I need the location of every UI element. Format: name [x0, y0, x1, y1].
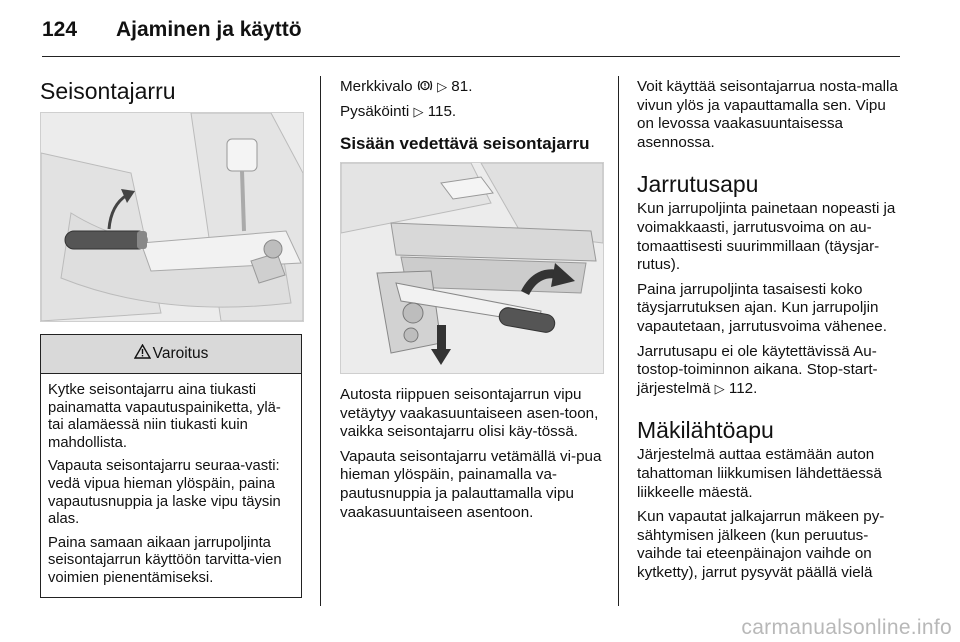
paragraph: Kun vapautat jalkajarrun mäkeen py-sähtymisen jälkeen (kun peruutus-vaihde tai eteenpäinajon vaihde on kytketty), jarrut pysyvät päällä vielä — [637, 508, 885, 581]
paragraph: Järjestelmä auttaa estämään auton tahattoman liikkumisen lähdettäessä liikkeelle mäestä. — [637, 446, 882, 501]
chapter-title: Ajaminen ja käyttö — [116, 18, 302, 41]
section-heading-brake-assist: Jarrutusapu — [637, 171, 759, 198]
paragraph: Vapauta seisontajarru vetämällä vi-pua hieman ylöspäin, painamalla va-pautusnuppia ja palauttamalla vipu vaakasuuntaiseen asentoon. — [340, 447, 602, 521]
page-reference-arrow-icon: ▷ — [437, 79, 448, 94]
warning-title: Varoitus — [152, 345, 209, 362]
section-heading-parking-brake: Seisontajarru — [40, 78, 176, 104]
paragraph: Voit käyttää seisontajarrua nosta-malla vivun ylös ja vapauttamalla sen. Vipu on levossa vaakasuuntaisessa asennossa. — [637, 78, 898, 151]
paragraph: Paina jarrupoljinta tasaisesti koko täysjarrutuksen ajan. Kun jarrupoljin vapautetaan, jarrutusvoima vähenee. — [637, 280, 887, 335]
page-reference-arrow-icon: ▷ — [413, 103, 424, 119]
ref-page: 81. — [451, 78, 473, 95]
warning-paragraph: Vapauta seisontajarru seuraa-vasti: vedä vipua hieman ylöspäin, paina vapautusnuppia ja laske vipu täysin alas. — [48, 458, 281, 528]
warning-body — [41, 374, 301, 588]
header-divider — [42, 56, 900, 57]
middle-column — [340, 78, 602, 155]
warning-paragraph: Paina samaan aikaan jarrupoljinta seisontajarrun käyttöön tarvitta-vien voimien pienentämiseksi. — [48, 534, 282, 586]
paragraph-text: Jarrutusapu ei ole käytettävissä Au-tostop-toiminnon aikana. Stop-start-järjestelmä — [637, 342, 878, 397]
paragraph: Kun jarrupoljinta painetaan nopeasti ja voimakkaasti, jarrutusvoima on au-tomaattisesti suurimmillaan (täysjar-rutus). — [637, 200, 896, 274]
paragraph — [637, 343, 903, 399]
column-divider-right — [618, 76, 619, 606]
ref-label: Pysäköinti — [340, 102, 410, 120]
ref-page: 112. — [728, 379, 758, 397]
cross-reference-warning-light — [340, 78, 602, 97]
middle-column-text — [340, 386, 604, 528]
warning-paragraph: Kytke seisontajarru aina tiukasti painamatta vapautuspainiketta, ylä- tai alamäessä niin tiukasti kuin mahdollista. — [48, 382, 281, 451]
ref-label: Merkkivalo — [340, 78, 413, 95]
paragraph: Autosta riippuen seisontajarrun vipu vetäytyy vaakasuuntaiseen asen-toon, vaikka seisontajarru olisi käy-tössä. — [340, 386, 599, 441]
brake-warning-light-icon — [417, 78, 433, 95]
section-heading-hill-start-assist: Mäkilähtöapu — [637, 417, 774, 444]
column-divider-left — [320, 76, 321, 606]
warning-triangle-icon — [134, 344, 151, 364]
ref-page: 115. — [427, 102, 457, 120]
page-number: 124 — [42, 18, 78, 41]
warning-box — [40, 334, 302, 598]
retractable-brake-illustration — [340, 162, 604, 374]
cross-reference-parking — [340, 103, 602, 122]
right-column — [637, 78, 903, 588]
page-reference-arrow-icon: ▷ — [714, 380, 725, 396]
subheading-retractable-brake: Sisään vedettävä seisontajarru — [340, 134, 590, 154]
warning-header — [41, 335, 301, 374]
watermark: carmanualsonline.info — [741, 616, 952, 639]
parking-brake-illustration — [40, 112, 304, 322]
